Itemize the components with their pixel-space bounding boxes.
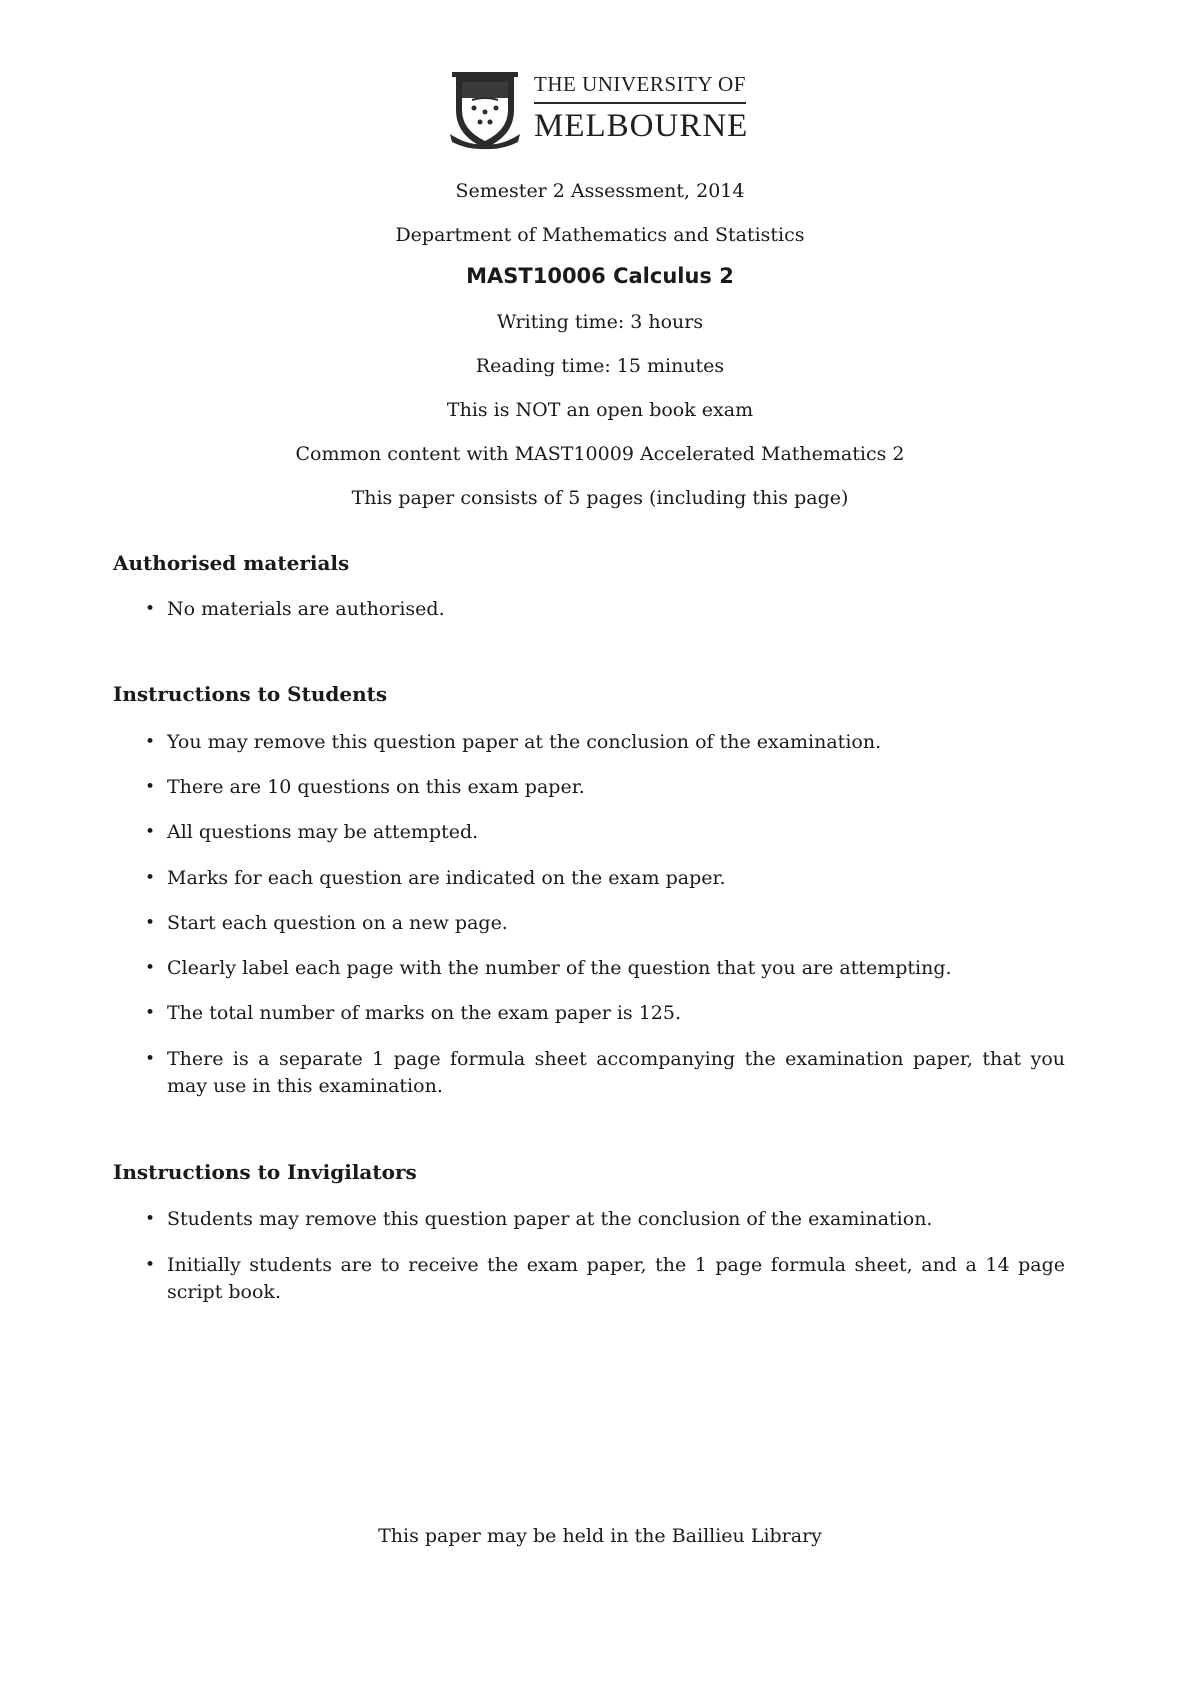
bullet-icon: • [145,958,156,978]
list-item: • No materials are authorised. [145,596,1065,623]
authorised-materials-heading: Authorised materials [113,551,350,575]
bullet-icon: • [145,1255,156,1275]
assessment-line: Semester 2 Assessment, 2014 [455,180,745,202]
page-count-line: This paper consists of 5 pages (including this page) [351,487,849,509]
university-crest-icon [448,70,522,150]
list-item: • All questions may be attempted. [145,819,1065,846]
institution-name-line1: THE UNIVERSITY OF [534,72,746,96]
bullet-icon: • [145,599,156,619]
logo-divider [534,102,746,104]
list-item: • The total number of marks on the exam paper is 125. [145,1000,1065,1027]
library-note: This paper may be held in the Baillieu Library [378,1525,822,1547]
bullet-icon: • [145,822,156,842]
list-item: • There is a separate 1 page formula sheet accompanying the examination paper, that you may use in this examination. [145,1048,1065,1097]
list-item: • Start each question on a new page. [145,910,1065,937]
list-item: • There are 10 questions on this exam paper. [145,774,1065,801]
list-item: • Students may remove this question paper at the conclusion of the examination. [145,1206,1065,1233]
instructions-students-heading: Instructions to Students [113,682,388,706]
bullet-icon: • [145,1049,156,1069]
common-content-line: Common content with MAST10009 Accelerated Mathematics 2 [295,443,905,465]
department-line: Department of Mathematics and Statistics [395,224,805,246]
bullet-icon: • [145,868,156,888]
writing-time-line: Writing time: 3 hours [496,311,704,333]
bullet-icon: • [145,1003,156,1023]
book-status-line: This is NOT an open book exam [446,399,754,421]
university-logo [448,68,748,152]
list-item: • You may remove this question paper at the conclusion of the examination. [145,729,1065,756]
bullet-icon: • [145,777,156,797]
bullet-icon: • [145,1209,156,1229]
bullet-icon: • [145,913,156,933]
bullet-icon: • [145,732,156,752]
institution-name-line2: MELBOURNE [534,108,749,144]
list-item: • Clearly label each page with the number of the question that you are attempting. [145,955,1065,982]
reading-time-line: Reading time: 15 minutes [475,355,725,377]
list-item: • Marks for each question are indicated on the exam paper. [145,865,1065,892]
instructions-invigilators-heading: Instructions to Invigilators [113,1160,417,1184]
course-title: MAST10006 Calculus 2 [466,264,734,288]
list-item: • Initially students are to receive the exam paper, the 1 page formula sheet, and a 14 page script book. [145,1254,1065,1303]
